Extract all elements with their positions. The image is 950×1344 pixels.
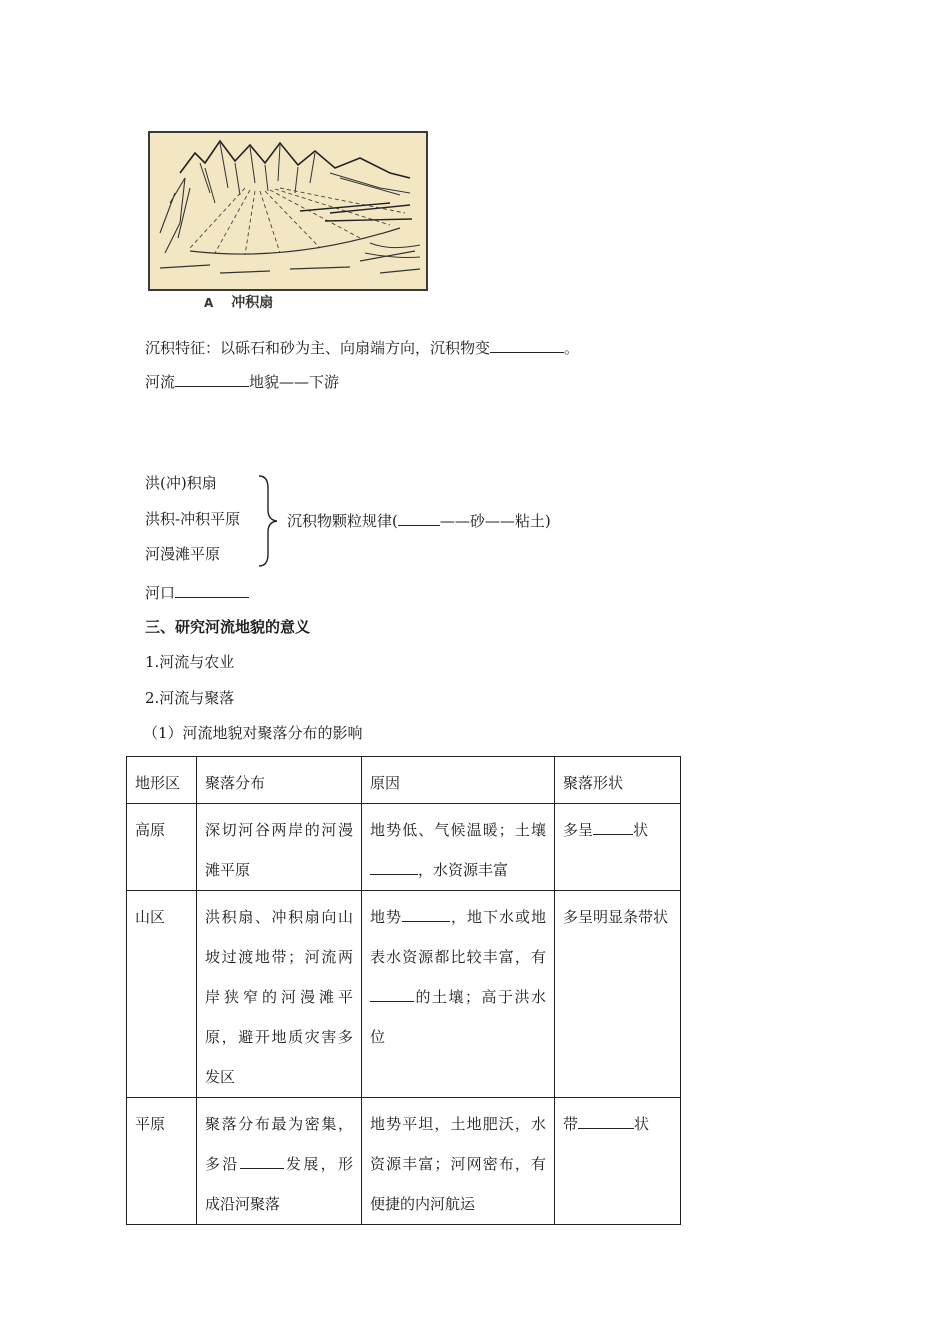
header-distribution: 聚落分布	[197, 757, 362, 804]
fill-blank[interactable]	[402, 905, 450, 922]
fill-blank[interactable]	[398, 509, 440, 526]
cell-distribution	[197, 1098, 362, 1225]
table-row	[127, 891, 681, 1098]
fill-blank[interactable]	[370, 858, 418, 875]
river-text: 河流	[145, 373, 176, 391]
table-row	[127, 1098, 681, 1225]
fill-blank[interactable]	[578, 1112, 634, 1129]
reason-text: 地势低、气候温暖；土壤	[370, 821, 546, 839]
header-shape: 聚落形状	[555, 757, 681, 804]
reason-text: ，地下水或地表水资源都比较丰富，有	[370, 908, 546, 966]
cell-reason	[362, 804, 555, 891]
reason-text: 的土壤；高于洪水位	[370, 988, 546, 1046]
fill-blank[interactable]	[175, 370, 249, 387]
shape-text: 多呈	[563, 821, 594, 839]
item-agriculture: 1.河流与农业	[145, 653, 235, 671]
sediment-rule-tail: ——砂——粘土)	[439, 512, 551, 530]
landform-downstream-text: 地貌——下游	[249, 373, 340, 391]
cell-shape: 多呈明显条带状	[555, 891, 681, 1098]
item-settlement: 2.河流与聚落	[145, 689, 235, 707]
fill-blank[interactable]	[490, 336, 564, 353]
shape-text: 带	[563, 1115, 579, 1133]
fill-blank[interactable]	[370, 985, 414, 1002]
sub-item-distribution: （1）河流地貌对聚落分布的影响	[143, 724, 363, 742]
fill-blank[interactable]	[593, 818, 633, 835]
cell-reason	[362, 891, 555, 1098]
shape-text: 状	[634, 1115, 650, 1133]
header-region: 地形区	[127, 757, 197, 804]
river-landform-line	[145, 370, 339, 392]
section-heading: 三、研究河流地貌的意义	[145, 618, 311, 636]
cell-shape	[555, 1098, 681, 1225]
sediment-feature-line	[145, 336, 579, 358]
cell-distribution: 深切河谷两岸的河漫滩平原	[197, 804, 362, 891]
settlement-table	[126, 756, 681, 1225]
cell-reason: 地势平坦，土地肥沃，水资源丰富；河网密布，有便捷的内河航运	[362, 1098, 555, 1225]
fill-blank[interactable]	[240, 1152, 284, 1169]
cell-region: 高原	[127, 804, 197, 891]
sediment-rule-line	[287, 509, 551, 531]
estuary-text: 河口	[145, 584, 176, 602]
alluvial-fan-figure	[148, 131, 428, 291]
period: 。	[564, 339, 580, 357]
estuary-line	[145, 581, 249, 603]
right-brace-icon	[256, 474, 282, 568]
reason-text: ，水资源丰富	[418, 861, 509, 879]
table-header-row	[127, 757, 681, 804]
brace-item-2: 洪积-冲积平原	[145, 510, 241, 528]
header-reason: 原因	[362, 757, 555, 804]
cell-shape	[555, 804, 681, 891]
cell-region: 平原	[127, 1098, 197, 1225]
shape-text: 状	[633, 821, 649, 839]
sediment-feature-text: 沉积特征：以砾石和砂为主、向扇端方向，沉积物变	[145, 339, 491, 357]
brace-item-1: 洪(冲)积扇	[145, 474, 217, 492]
distribution-text: 聚落分布最为密集，多沿	[205, 1115, 353, 1173]
sediment-rule-text: 沉积物颗粒规律(	[287, 512, 398, 530]
figure-caption-text: 冲积扇	[231, 295, 274, 311]
cell-region: 山区	[127, 891, 197, 1098]
brace-item-3: 河漫滩平原	[145, 545, 221, 563]
alluvial-fan-sketch	[150, 133, 426, 289]
cell-distribution: 洪积扇、冲积扇向山坡过渡地带；河流两岸狭窄的河漫滩平原，避开地质灾害多发区	[197, 891, 362, 1098]
fill-blank[interactable]	[175, 581, 249, 598]
distribution-text: 发展，形成沿河聚落	[205, 1155, 353, 1213]
table-row	[127, 804, 681, 891]
figure-caption	[204, 292, 273, 312]
reason-text: 地势	[370, 908, 402, 926]
figure-label: A	[204, 296, 214, 310]
